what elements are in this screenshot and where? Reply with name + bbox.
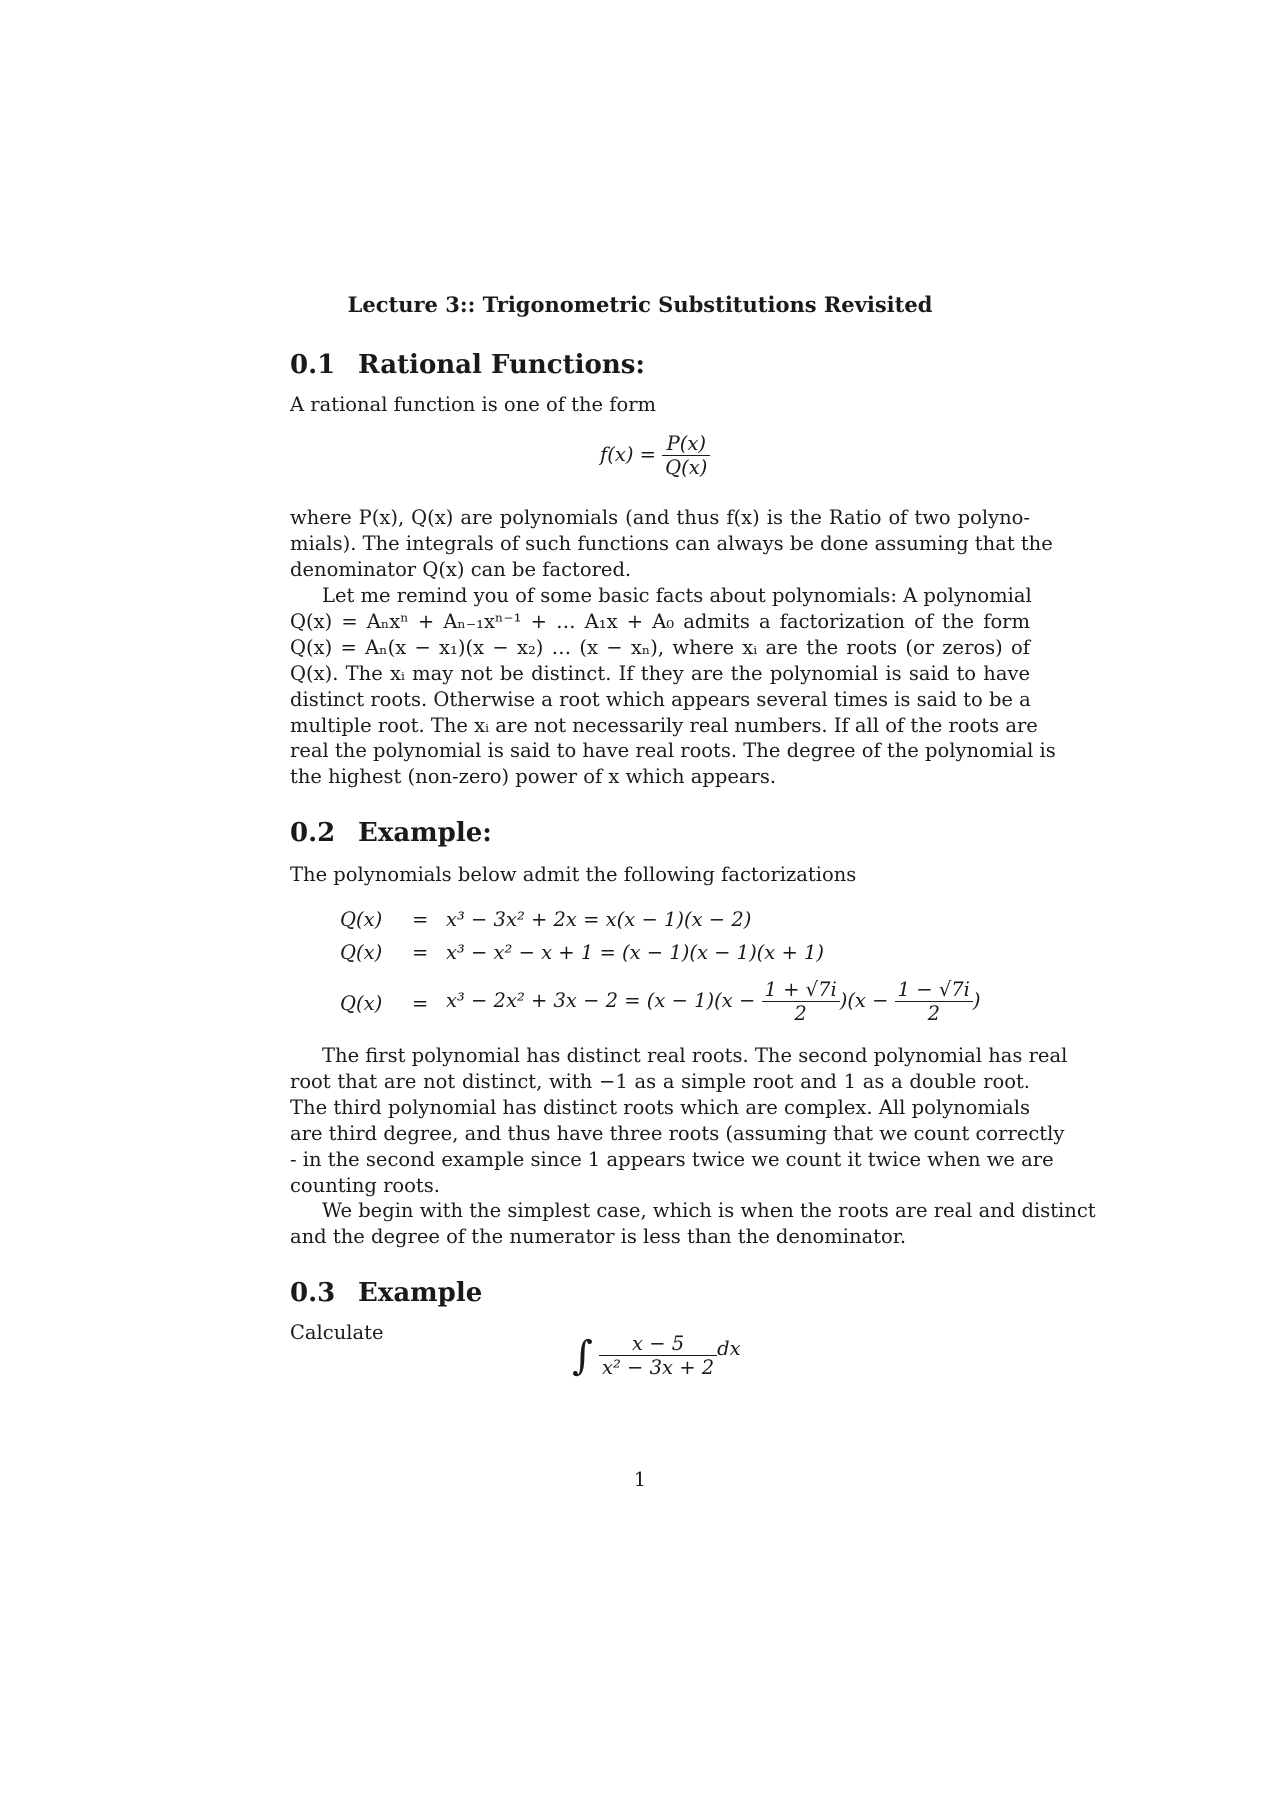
section-title: Example:	[358, 818, 492, 848]
section-number: 0.1	[290, 350, 336, 380]
fraction-denominator: x² − 3x + 2	[602, 1356, 715, 1379]
text-line: distinct roots. Otherwise a root which appears several times is said to be a	[290, 687, 1031, 711]
equation-rhs-part: )	[972, 989, 981, 1012]
text-line: root that are not distinct, with −1 as a simple root and 1 as a double root.	[290, 1069, 1030, 1093]
text-line: and the degree of the numerator is less than the denominator.	[290, 1225, 907, 1249]
equation-rhs-part: x³ − 2x² + 3x − 2 = (x − 1)(x −	[446, 989, 756, 1012]
equation-rhs: x³ − x² − x + 1 = (x − 1)(x − 1)(x + 1)	[446, 941, 825, 964]
section-number: 0.2	[290, 818, 336, 848]
root-fraction	[895, 978, 973, 1025]
root-fraction	[762, 978, 840, 1025]
text-line: the highest (non-zero) power of x which appears.	[290, 765, 777, 789]
paragraph-roots-discussion	[290, 1043, 1096, 1250]
integrand-fraction	[599, 1332, 717, 1379]
text-line: The third polynomial has distinct roots which are complex. All polynomials	[290, 1095, 1030, 1119]
text-line: Calculate	[290, 1321, 384, 1344]
text-line: A rational function is one of the form	[290, 393, 657, 416]
text-line: denominator Q(x) can be factored.	[290, 557, 632, 581]
paragraph-polynomial-facts	[290, 583, 1056, 790]
formula-lhs: f(x) =	[600, 443, 656, 466]
text-line: are third degree, and thus have three roots (assuming that we count correctly	[290, 1121, 1065, 1145]
rational-function-formula	[600, 432, 710, 479]
equation-relation: =	[412, 908, 429, 931]
fraction-numerator: x − 5	[599, 1332, 717, 1356]
fraction-denominator: Q(x)	[665, 456, 708, 479]
fraction-denominator: 2	[927, 1002, 940, 1025]
text-line: The polynomials below admit the following factorizations	[290, 863, 857, 886]
fraction-denominator: 2	[794, 1002, 807, 1025]
integral-differential: dx	[717, 1337, 741, 1360]
integral-expression	[572, 1332, 741, 1379]
section-heading-0-2	[290, 818, 492, 848]
text-line: counting roots.	[290, 1173, 440, 1197]
page-number: 1	[633, 1468, 647, 1491]
section-heading-0-1	[290, 350, 645, 380]
section-heading-0-3	[290, 1278, 482, 1308]
text-line: Let me remind you of some basic facts about polynomials: A polynomial	[322, 584, 1032, 607]
text-line: multiple root. The xᵢ are not necessarily real numbers. If all of the roots are	[290, 713, 1038, 737]
text-line: We begin with the simplest case, which is when the roots are real and distinct	[322, 1199, 1096, 1223]
text-line: Q(x) = Aₙxⁿ + Aₙ₋₁xⁿ⁻¹ + … A₁x + A₀ admits a factorization of the form	[290, 609, 1030, 633]
lecture-title: Lecture 3:: Trigonometric Substitutions Revisited	[347, 292, 933, 317]
equation-rhs-part: )(x −	[839, 989, 889, 1012]
equation-rhs	[446, 978, 981, 1025]
formula-fraction	[662, 432, 710, 479]
text-line: where P(x), Q(x) are polynomials (and thus f(x) is the Ratio of two polyno-	[290, 506, 1030, 529]
paragraph-definition	[290, 505, 1053, 583]
equation-relation: =	[412, 992, 429, 1015]
text-line: Q(x) = Aₙ(x − x₁)(x − x₂) … (x − xₙ), where xᵢ are the roots (or zeros) of	[290, 635, 1030, 659]
section-number: 0.3	[290, 1278, 336, 1308]
equation-lhs: Q(x)	[340, 941, 383, 964]
equation-lhs: Q(x)	[340, 908, 383, 931]
fraction-numerator: P(x)	[662, 432, 710, 456]
equation-lhs: Q(x)	[340, 992, 383, 1015]
equation-rhs: x³ − 3x² + 2x = x(x − 1)(x − 2)	[446, 908, 752, 931]
paragraph-intro	[290, 392, 1030, 418]
text-line: mials). The integrals of such functions can always be done assuming that the	[290, 531, 1053, 555]
paragraph-factorizations-intro	[290, 862, 1030, 888]
section-title: Example	[358, 1278, 483, 1308]
text-line: Q(x). The xᵢ may not be distinct. If they are the polynomial is said to have	[290, 661, 1030, 685]
fraction-numerator: 1 + √7i	[762, 978, 840, 1002]
text-line: real the polynomial is said to have real roots. The degree of the polynomial is	[290, 739, 1056, 763]
equation-relation: =	[412, 941, 429, 964]
text-line: - in the second example since 1 appears twice we count it twice when we are	[290, 1147, 1054, 1171]
section-title: Rational Functions:	[358, 350, 645, 380]
integral-sign: ∫	[572, 1332, 593, 1379]
text-line: The first polynomial has distinct real roots. The second polynomial has real	[322, 1044, 1068, 1067]
fraction-numerator: 1 − √7i	[895, 978, 973, 1002]
